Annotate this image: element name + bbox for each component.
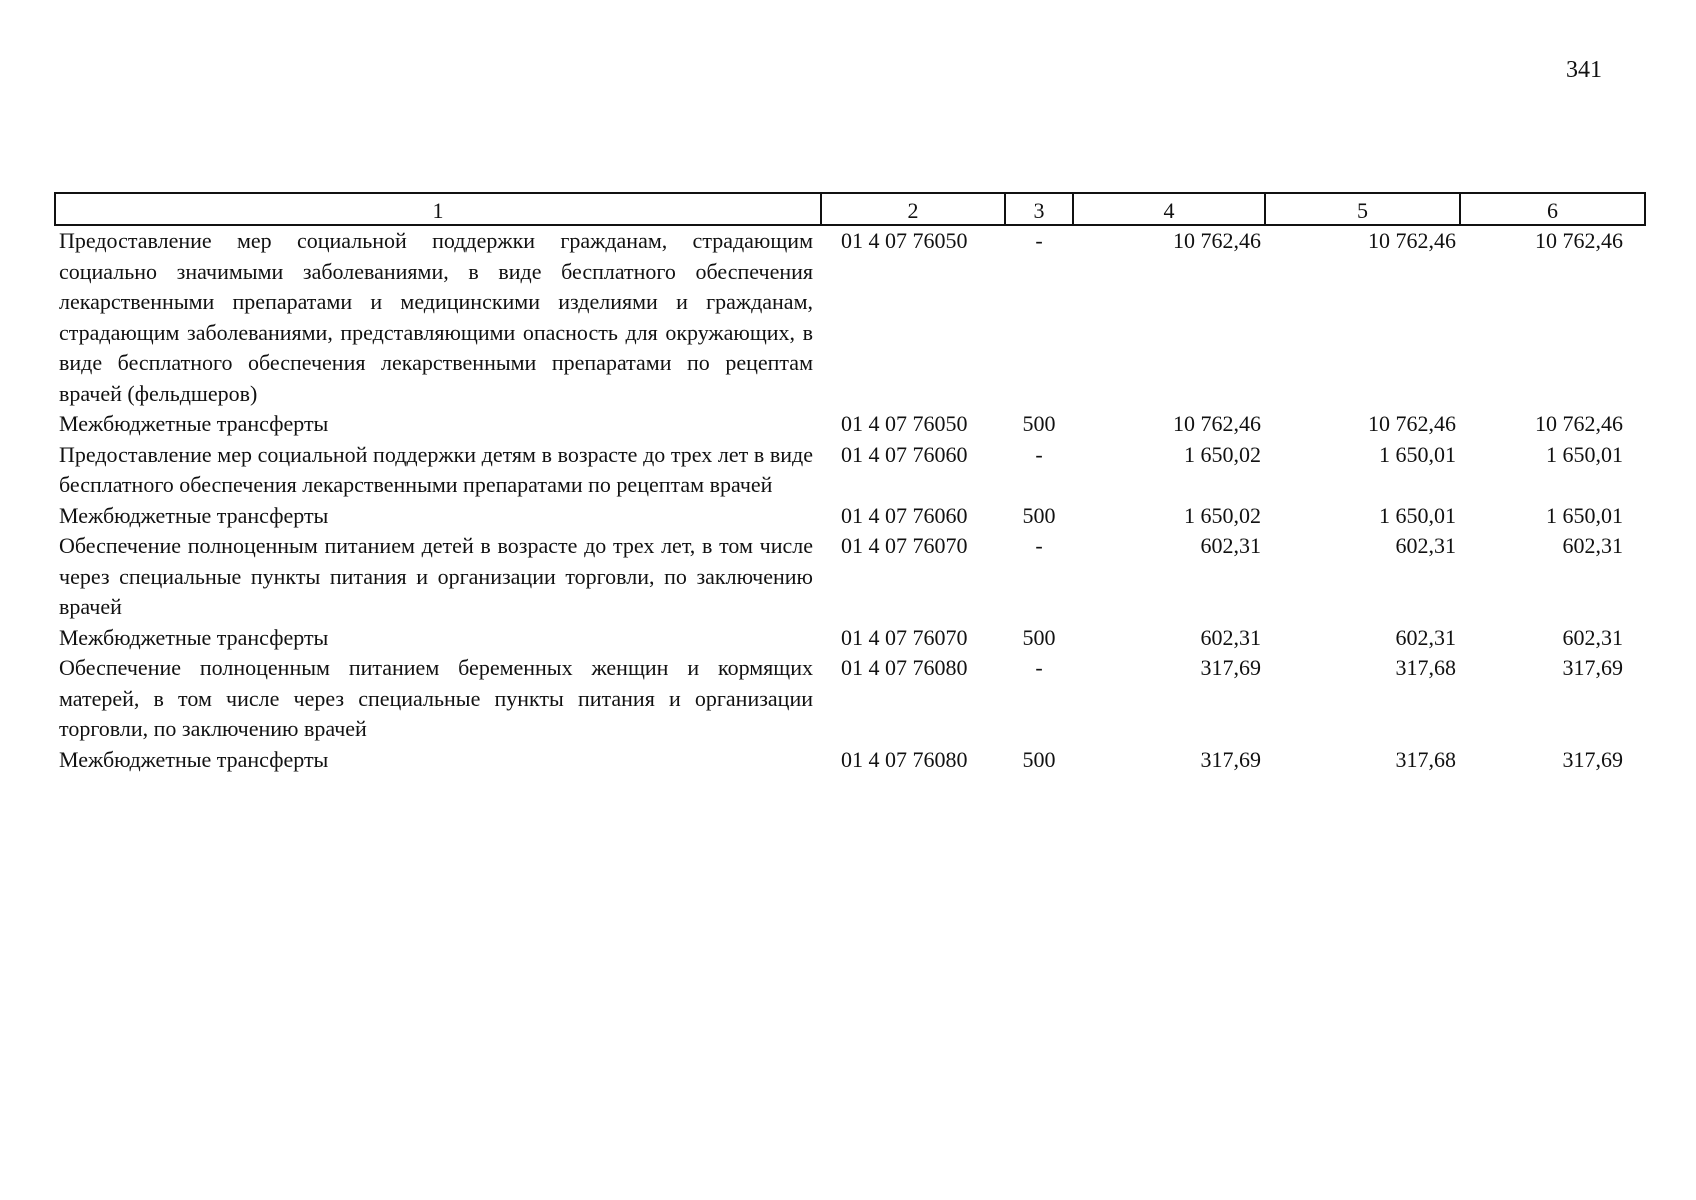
row-name: Межбюджетные трансферты — [59, 502, 329, 528]
row-name: Обеспечение полноценным питанием беременных женщин и кормящих матерей, в том числе через специальные пункты питания и организации торговли, по заключению врачей — [59, 655, 813, 741]
row-code: 01 4 07 76070 — [841, 624, 968, 650]
row-value-5: 1 650,01 — [1379, 502, 1456, 528]
row-value-5: 602,31 — [1395, 624, 1456, 650]
row-value-6: 602,31 — [1562, 533, 1623, 558]
row-value-5: 1 650,01 — [1379, 441, 1456, 467]
row-value-6: 10 762,46 — [1535, 411, 1623, 436]
row-value-4: 317,69 — [1200, 746, 1261, 772]
table-row — [55, 531, 1645, 623]
row-code: 01 4 07 76050 — [841, 411, 968, 436]
page-number: 341 — [1566, 57, 1602, 83]
row-code: 01 4 07 76060 — [841, 441, 968, 467]
table-row — [55, 745, 1645, 776]
row-code: 01 4 07 76050 — [841, 228, 968, 253]
row-value-4: 10 762,46 — [1173, 228, 1261, 253]
row-value-5: 10 762,46 — [1368, 228, 1456, 253]
row-type: 500 — [1022, 746, 1056, 772]
row-value-4: 10 762,46 — [1173, 411, 1261, 436]
row-type: - — [1035, 441, 1043, 467]
row-type: - — [1035, 228, 1043, 253]
row-value-5: 10 762,46 — [1368, 411, 1456, 436]
row-value-4: 1 650,02 — [1184, 441, 1261, 467]
table-row — [55, 623, 1645, 654]
row-code: 01 4 07 76080 — [841, 655, 968, 680]
header-col-6: 6 — [1460, 193, 1645, 225]
table-header — [55, 193, 1645, 225]
row-type: - — [1035, 533, 1043, 558]
row-name: Межбюджетные трансферты — [59, 411, 329, 436]
row-name: Межбюджетные трансферты — [59, 624, 329, 650]
row-code: 01 4 07 76080 — [841, 746, 968, 772]
table-row — [55, 653, 1645, 745]
row-value-6: 10 762,46 — [1535, 228, 1623, 253]
table-body — [55, 225, 1645, 775]
row-value-4: 317,69 — [1200, 655, 1261, 680]
row-value-6: 317,69 — [1562, 746, 1623, 772]
table-row — [55, 409, 1645, 440]
row-type: 500 — [1022, 502, 1056, 528]
budget-table — [54, 192, 1646, 775]
row-value-4: 1 650,02 — [1184, 502, 1261, 528]
row-value-4: 602,31 — [1200, 624, 1261, 650]
row-value-6: 602,31 — [1562, 624, 1623, 650]
row-value-6: 1 650,01 — [1546, 502, 1623, 528]
row-value-6: 1 650,01 — [1546, 441, 1623, 467]
row-type: 500 — [1022, 411, 1056, 436]
header-col-4: 4 — [1073, 193, 1265, 225]
row-name: Предоставление мер социальной поддержки гражданам, страдающим социально значимыми заболеваниями, в виде бесплатного обеспечения лекарственными препаратами и медицинскими изделиями и гражданам, страдающим заболеваниями, представляющими опасность для окружающих, в виде бесплатного обеспечения лекарственными препаратами по рецептам врачей (фельдшеров) — [59, 228, 813, 406]
row-value-5: 317,68 — [1395, 655, 1456, 680]
row-name: Предоставление мер социальной поддержки детям в возрасте до трех лет в виде бесплатного обеспечения лекарственными препаратами по рецептам врачей — [59, 441, 813, 497]
row-name: Межбюджетные трансферты — [59, 746, 329, 772]
row-value-4: 602,31 — [1200, 533, 1261, 558]
row-code: 01 4 07 76060 — [841, 502, 968, 528]
row-type: 500 — [1022, 624, 1056, 650]
table-row — [55, 225, 1645, 409]
header-col-5: 5 — [1265, 193, 1460, 225]
header-col-2: 2 — [821, 193, 1005, 225]
row-value-5: 602,31 — [1395, 533, 1456, 558]
table-row — [55, 501, 1645, 532]
row-value-5: 317,68 — [1395, 746, 1456, 772]
row-value-6: 317,69 — [1562, 655, 1623, 680]
header-col-3: 3 — [1005, 193, 1073, 225]
row-type: - — [1035, 655, 1043, 680]
row-code: 01 4 07 76070 — [841, 533, 968, 558]
header-row — [55, 193, 1645, 225]
table-row — [55, 440, 1645, 501]
header-col-1: 1 — [55, 193, 821, 225]
row-name: Обеспечение полноценным питанием детей в возрасте до трех лет, в том числе через специальные пункты питания и организации торговли, по заключению врачей — [59, 533, 813, 619]
